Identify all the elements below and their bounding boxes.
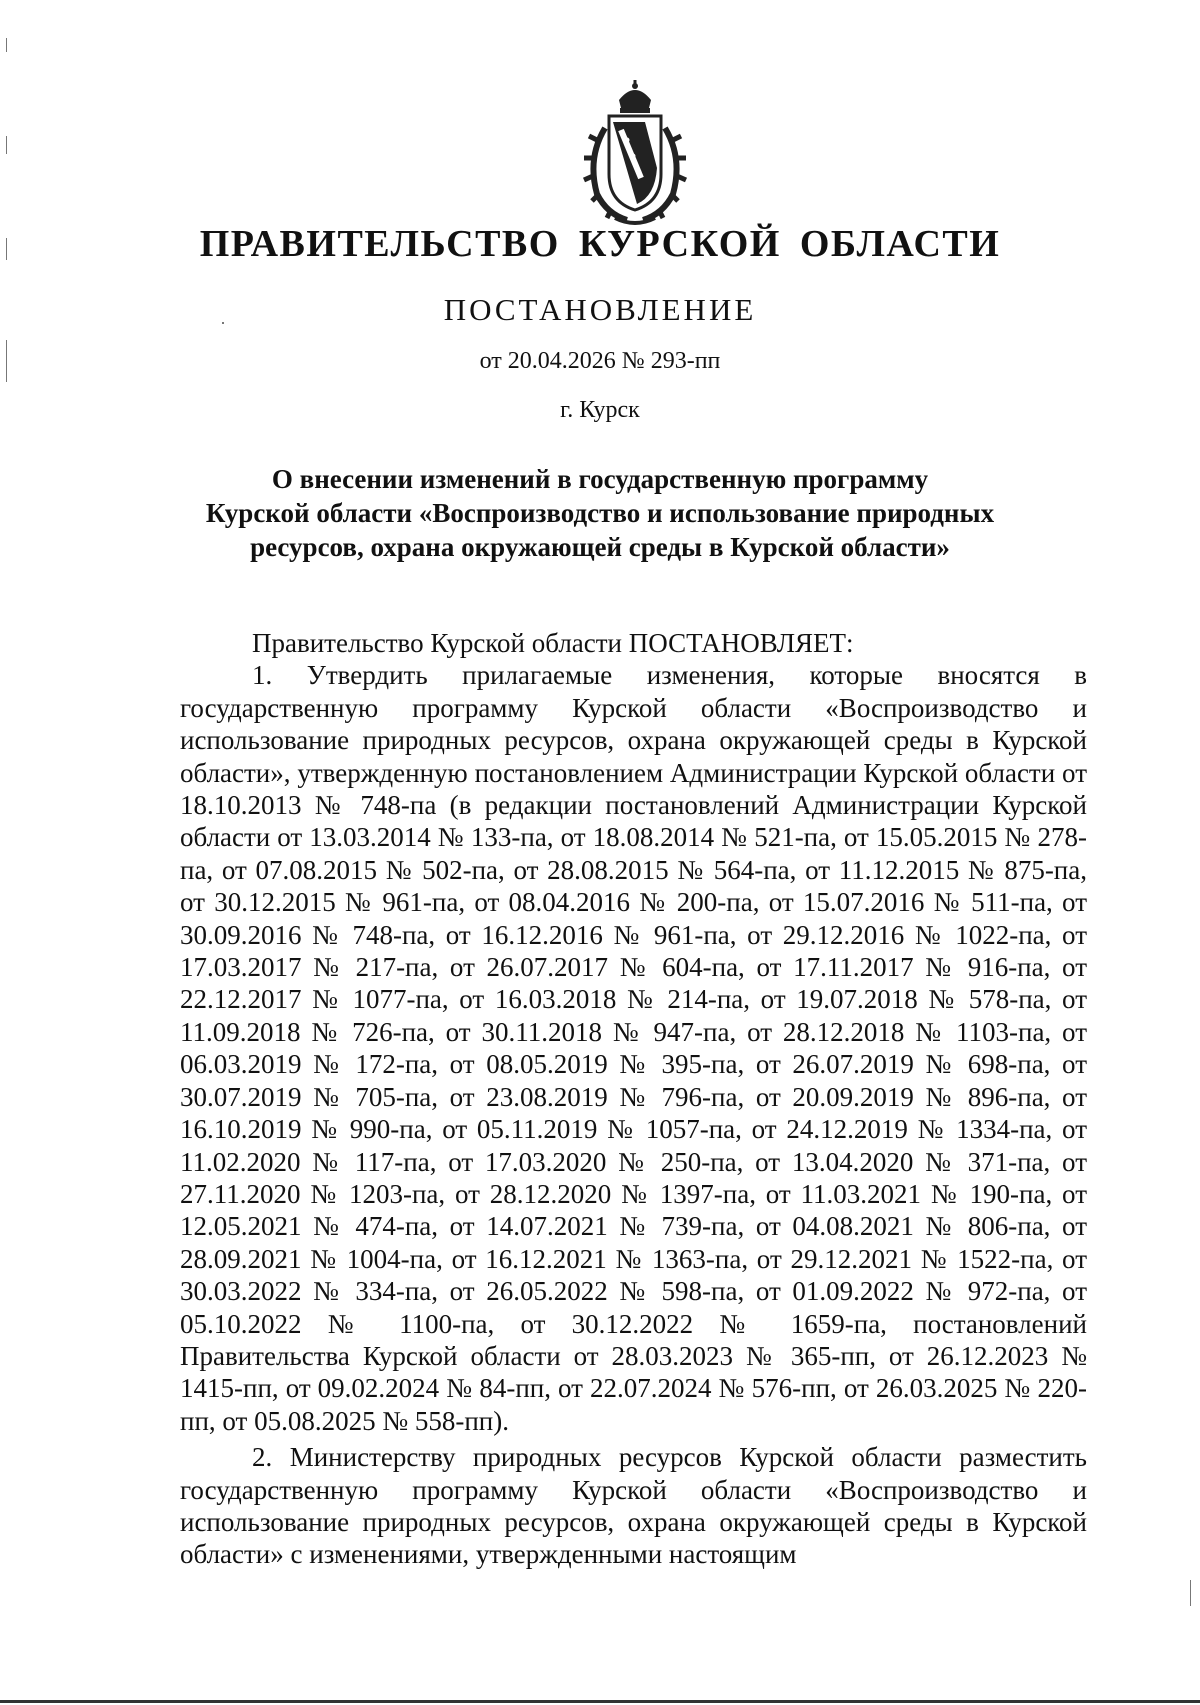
scan-bottom-edge [0,1700,1200,1703]
document-city: г. Курск [560,397,640,423]
document-type: ПОСТАНОВЛЕНИЕ [443,292,757,327]
document-body [180,627,1087,1571]
kursk-coat-of-arms-icon [575,78,695,226]
scan-mark [6,136,7,154]
document-date-number: от 20.04.2026 № 293-пп [479,348,721,374]
subject-line: О внесении изменений в государственную программу [271,464,929,494]
scan-mark [1190,1580,1191,1606]
scan-mark [6,38,7,52]
subject-line: ресурсов, охрана окружающей среды в Курской области» [250,532,950,562]
intro-paragraph: Правительство Курской области ПОСТАНОВЛЯЕТ: [252,628,854,658]
item-2-paragraph: 2. Министерству природных ресурсов Курской области разместить государственную программу Курской области «Воспроизводство и использование природных ресурсов, охрана окружающей среды в Курской области» с изменениями, утвержденными настоящим [180,1442,1087,1570]
government-title: ПРАВИТЕЛЬСТВО КУРСКОЙ ОБЛАСТИ [199,223,1001,265]
subject-line: Курской области «Воспроизводство и использование природных [205,498,995,528]
document-subject [180,462,1020,564]
item-1-paragraph: 1. Утвердить прилагаемые изменения, которые вносятся в государственную программу Курской области «Воспроизводство и использование природных ресурсов, охрана окружающей среды в Курской области», утвержденную постановлением Администрации Курской области от 18.10.2013 № 748-па (в редакции постановлений Администрации Курской области от 13.03.2014 № 133-па, от 18.08.2014 № 521-па, от 15.05.2015 № 278-па, от 07.08.2015 № 502-па, от 28.08.2015 № 564-па, от 11.12.2015 № 875-па, от 30.12.2015 № 961-па, от 08.04.2016 № 200-па, от 15.07.2016 № 511-па, от 30.09.2016 № 748-па, от 16.12.2016 № 961-па, от 29.12.2016 № 1022-па, от 17.03.2017 № 217-па, от 26.07.2017 № 604-па, от 17.11.2017 № 916-па, от 22.12.2017 № 1077-па, от 16.03.2018 № 214-па, от 19.07.2018 № 578-па, от 11.09.2018 № 726-па, от 30.11.2018 № 947-па, от 28.12.2018 № 1103-па, от 06.03.2019 № 172-па, от 08.05.2019 № 395-па, от 26.07.2019 № 698-па, от 30.07.2019 № 705-па, от 23.08.2019 № 796-па, от 20.09.2019 № 896-па, от 16.10.2019 № 990-па, от 05.11.2019 № 1057-па, от 24.12.2019 № 1334-па, от 11.02.2020 № 117-па, от 17.03.2020 № 250-па, от 13.04.2020 № 371-па, от 27.11.2020 № 1203-па, от 28.12.2020 № 1397-па, от 11.03.2021 № 190-па, от 12.05.2021 № 474-па, от 14.07.2021 № 739-па, от 04.08.2021 № 806-па, от 28.09.2021 № 1004-па, от 16.12.2021 № 1363-па, от 29.12.2021 № 1522-па, от 30.03.2022 № 334-па, от 26.05.2022 № 598-па, от 01.09.2022 № 972-па, от 05.10.2022 № 1100-па, от 30.12.2022 № 1659-па, постановлений Правительства Курской области от 28.03.2023 № 365-пп, от 26.12.2023 № 1415-пп, от 09.02.2024 № 84-пп, от 22.07.2024 № 576-пп, от 26.03.2025 № 220-пп, от 05.08.2025 № 558-пп). [180,660,1087,1436]
